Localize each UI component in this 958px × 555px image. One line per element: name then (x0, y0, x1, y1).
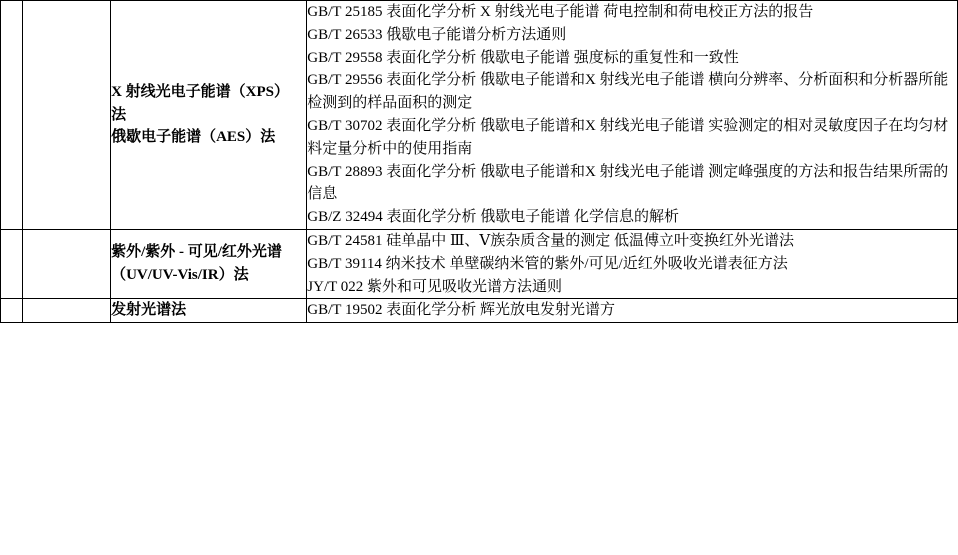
category-cell (23, 229, 111, 298)
standard-item: GB/T 19502 表面化学分析 辉光放电发射光谱方 (307, 302, 615, 319)
standard-item: JY/T 022 紫外和可见吸收光谱方法通则 (307, 278, 563, 295)
standard-item: GB/T 39114 纳米技术 单壁碳纳米管的紫外/可见/近红外吸收光谱表征方法 (307, 255, 788, 272)
row-marker-cell (1, 1, 23, 230)
method-line: 俄歇电子能谱（AES）法 (111, 129, 276, 146)
table-row (1, 1, 958, 230)
standard-item: GB/T 26533 俄歇电子能谱分析方法通则 (307, 26, 567, 43)
standard-item: GB/T 29556 表面化学分析 俄歇电子能谱和X 射线光电子能谱 横向分辨率、分析面积和分析器所能检测到的样品面积的测定 (307, 72, 949, 112)
table-row (1, 229, 958, 298)
method-line: X 射线光电子能谱（XPS） (111, 83, 290, 100)
standard-item: GB/T 24581 硅单晶中 Ⅲ、Ⅴ族杂质含量的测定 低温傅立叶变换红外光谱法 (307, 232, 794, 249)
method-cell (111, 229, 307, 298)
method-line: 紫外/紫外 - 可见/红外光谱 (111, 244, 282, 261)
method-cell (111, 299, 307, 323)
table-row (1, 299, 958, 323)
method-line: （UV/UV-Vis/IR）法 (111, 267, 249, 284)
method-cell (111, 1, 307, 230)
standard-item: GB/T 30702 表面化学分析 俄歇电子能谱和X 射线光电子能谱 实验测定的相对灵敏度因子在均匀材料定量分析中的使用指南 (307, 117, 949, 157)
standard-item: GB/T 29558 表面化学分析 俄歇电子能谱 强度标的重复性和一致性 (307, 49, 739, 66)
standard-item: GB/Z 32494 表面化学分析 俄歇电子能谱 化学信息的解析 (307, 209, 679, 226)
row-marker-cell (1, 229, 23, 298)
standards-cell (307, 1, 958, 230)
method-line: 法 (111, 106, 127, 123)
category-cell (23, 1, 111, 230)
category-cell (23, 299, 111, 323)
standards-cell (307, 299, 958, 323)
standards-cell (307, 229, 958, 298)
method-line: 发射光谱法 (111, 302, 187, 319)
standard-item: GB/T 25185 表面化学分析 X 射线光电子能谱 荷电控制和荷电校正方法的报告 (307, 4, 814, 20)
standard-item: GB/T 28893 表面化学分析 俄歇电子能谱和X 射线光电子能谱 测定峰强度的方法和报告结果所需的信息 (307, 163, 949, 203)
row-marker-cell (1, 299, 23, 323)
